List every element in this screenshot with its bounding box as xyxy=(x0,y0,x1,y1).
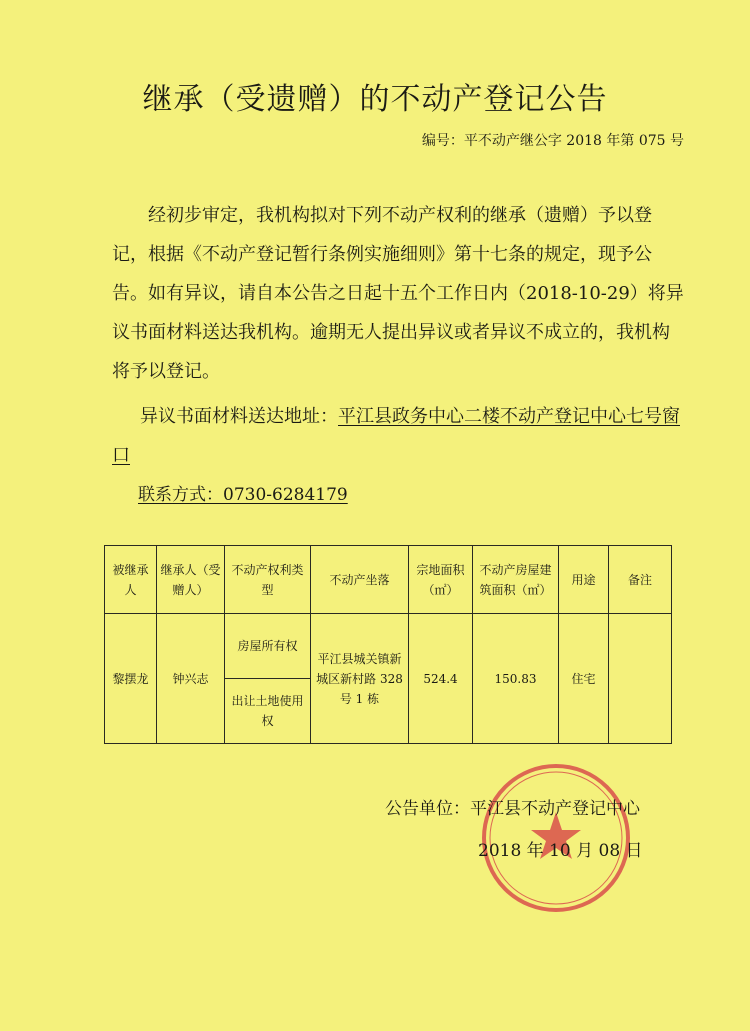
header-land-area: 宗地面积（㎡） xyxy=(409,546,473,614)
header-building-area: 不动产房屋建筑面积（㎡） xyxy=(473,546,559,614)
announcement-paragraph: 经初步审定，我机构拟对下列不动产权利的继承（遗赠）予以登记，根据《不动产登记暂行条例实施细则》第十七条的规定，现予公告。如有异议，请自本公告之日起十五个工作日内（2018-10-29）将异议书面材料送达我机构。逾期无人提出异议或者异议不成立的，我机构将予以登记。 xyxy=(112,205,684,382)
header-remark: 备注 xyxy=(609,546,672,614)
property-table xyxy=(104,545,672,744)
table-row xyxy=(105,614,672,679)
cell-remark xyxy=(609,614,672,744)
cell-right-type-1: 房屋所有权 xyxy=(225,614,311,679)
contact-line: 联系方式：0730-6284179 xyxy=(138,485,348,505)
header-heir: 继承人（受赠人） xyxy=(157,546,225,614)
address-paragraph xyxy=(112,397,687,475)
table-header-row xyxy=(105,546,672,614)
header-right-type: 不动产权利类型 xyxy=(225,546,311,614)
address-value: 平江县政务中心二楼不动产登记中心七号窗口 xyxy=(112,406,680,466)
cell-location: 平江县城关镇新城区新村路 328 号 1 栋 xyxy=(311,614,409,744)
cell-right-type-2: 出让土地使用权 xyxy=(225,679,311,744)
header-location: 不动产坐落 xyxy=(311,546,409,614)
cell-heir: 钟兴志 xyxy=(157,614,225,744)
address-label: 异议书面材料送达地址： xyxy=(140,406,338,427)
page-title: 继承（受遗赠）的不动产登记公告 xyxy=(142,82,608,117)
cell-building-area: 150.83 xyxy=(473,614,559,744)
cell-land-area: 524.4 xyxy=(409,614,473,744)
footer-date: 2018 年 10 月 08 日 xyxy=(478,841,643,861)
header-usage: 用途 xyxy=(559,546,609,614)
cell-usage: 住宅 xyxy=(559,614,609,744)
header-decedent: 被继承人 xyxy=(105,546,157,614)
footer-unit-name: 平江县不动产登记中心 xyxy=(470,799,640,819)
footer-unit-label: 公告单位： xyxy=(385,799,470,819)
document-number: 编号：平不动产继公字 2018 年第 075 号 xyxy=(421,133,684,149)
cell-decedent: 黎摆龙 xyxy=(105,614,157,744)
footer-unit xyxy=(385,794,640,819)
